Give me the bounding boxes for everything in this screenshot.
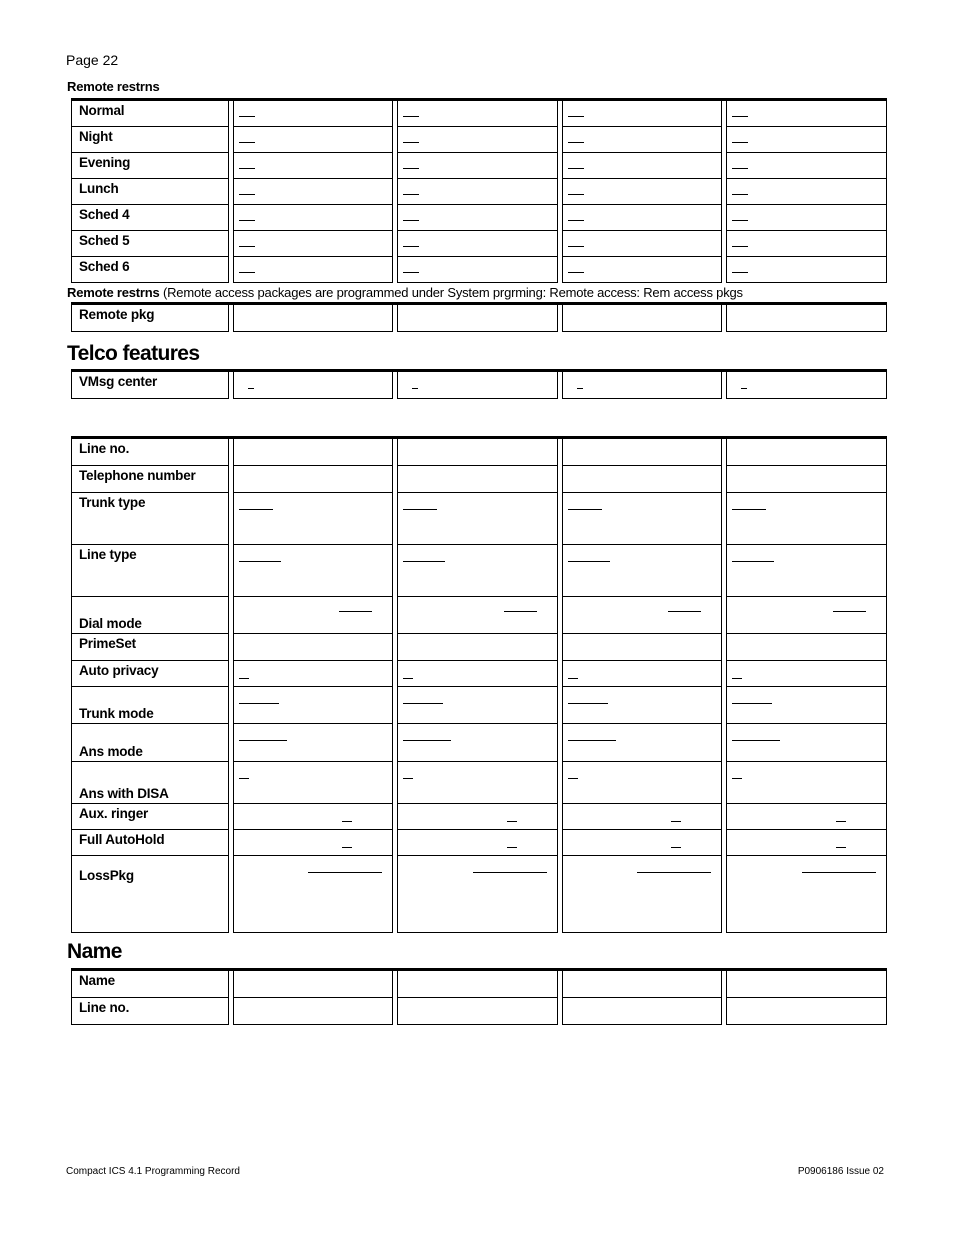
trunk-type-field-2[interactable]: [397, 493, 558, 545]
blank-line: [568, 703, 608, 704]
blank-line: [403, 778, 413, 779]
telephone-number-field-3[interactable]: [562, 466, 723, 493]
dial-mode-field-4[interactable]: [726, 597, 887, 634]
full-autohold-label: Full AutoHold: [71, 830, 229, 856]
vmsg-field-4[interactable]: [726, 372, 887, 399]
blank-line: [732, 168, 748, 169]
line-type-field-2[interactable]: [397, 545, 558, 597]
auto-privacy-field-1[interactable]: [233, 661, 394, 687]
dial-mode-field-1[interactable]: [233, 597, 394, 634]
blank-line: [239, 778, 249, 779]
restriction-evening-field-3[interactable]: [562, 153, 723, 179]
blank-line: [507, 847, 517, 848]
blank-line: [239, 220, 255, 221]
remote-pkg-field-3[interactable]: [562, 305, 723, 332]
restriction-lunch-field-2[interactable]: [397, 179, 558, 205]
blank-line: [568, 678, 578, 679]
remote-restrictions-title: Remote restrns: [67, 79, 160, 94]
name-section-line-no-field-3[interactable]: [562, 998, 723, 1025]
telephone-number-field-1[interactable]: [233, 466, 394, 493]
restriction-normal-field-3[interactable]: [562, 101, 723, 127]
full-autohold-field-4[interactable]: [726, 830, 887, 856]
blank-line: [342, 821, 352, 822]
blank-line: [668, 611, 701, 612]
footer-doc-title: Compact ICS 4.1 Programming Record: [66, 1166, 240, 1177]
trunk-type-label: Trunk type: [71, 493, 229, 545]
blank-line: [239, 740, 287, 741]
telephone-number-label: Telephone number: [71, 466, 229, 493]
blank-line: [833, 611, 866, 612]
blank-line: [239, 168, 255, 169]
remote-pkg-title: [67, 285, 743, 300]
remote-pkg-note: (Remote access packages are programmed under System prgrming: Remote access: Rem access pkgs: [159, 285, 743, 300]
blank-line: [342, 847, 352, 848]
restriction-sched-5-row: [71, 231, 887, 257]
name-section-name-field-2[interactable]: [397, 971, 558, 998]
blank-line: [403, 246, 419, 247]
blank-line: [836, 847, 846, 848]
blank-line: [403, 561, 445, 562]
remote-pkg-label: Remote pkg: [71, 305, 229, 332]
losspkg-row: [71, 856, 887, 933]
remote-pkg-field-4[interactable]: [726, 305, 887, 332]
aux-ringer-field-3[interactable]: [562, 804, 723, 830]
blank-line: [403, 168, 419, 169]
restriction-lunch-row: [71, 179, 887, 205]
vmsg-field-1[interactable]: [233, 372, 394, 399]
blank-line: [732, 778, 742, 779]
blank-line: [239, 509, 273, 510]
aux-ringer-label: Aux. ringer: [71, 804, 229, 830]
losspkg-field-3[interactable]: [562, 856, 723, 933]
ans-mode-field-1[interactable]: [233, 724, 394, 762]
restriction-evening-label: Evening: [71, 153, 229, 179]
blank-line: [671, 821, 681, 822]
blank-line: [732, 740, 780, 741]
blank-line: [732, 194, 748, 195]
blank-line: [403, 703, 443, 704]
blank-line: [239, 142, 255, 143]
restriction-lunch-label: Lunch: [71, 179, 229, 205]
line-no-field-1[interactable]: [233, 439, 394, 466]
ans-mode-label: Ans mode: [71, 724, 229, 762]
restriction-normal-field-1[interactable]: [233, 101, 394, 127]
restriction-night-field-1[interactable]: [233, 127, 394, 153]
restriction-night-field-2[interactable]: [397, 127, 558, 153]
ans-mode-field-4[interactable]: [726, 724, 887, 762]
blank-line: [239, 272, 255, 273]
restriction-normal-field-2[interactable]: [397, 101, 558, 127]
blank-line: [339, 611, 372, 612]
trunk-mode-field-2[interactable]: [397, 687, 558, 724]
blank-line: [568, 194, 584, 195]
dial-mode-field-3[interactable]: [562, 597, 723, 634]
blank-line: [568, 142, 584, 143]
name-section-line-no-row: [71, 998, 887, 1025]
line-no-field-4[interactable]: [726, 439, 887, 466]
name-section-line-no-field-1[interactable]: [233, 998, 394, 1025]
remote-pkg-title-bold: Remote restrns: [67, 285, 160, 300]
restriction-lunch-field-4[interactable]: [726, 179, 887, 205]
restriction-sched-5-field-1[interactable]: [233, 231, 394, 257]
restriction-sched-4-field-4[interactable]: [726, 205, 887, 231]
name-section-line-no-field-4[interactable]: [726, 998, 887, 1025]
blank-line: [732, 509, 766, 510]
line-type-row: [71, 545, 887, 597]
blank-line: [732, 678, 742, 679]
telephone-number-field-4[interactable]: [726, 466, 887, 493]
restriction-sched-4-field-1[interactable]: [233, 205, 394, 231]
restriction-sched-4-label: Sched 4: [71, 205, 229, 231]
blank-line: [239, 561, 281, 562]
full-autohold-field-2[interactable]: [397, 830, 558, 856]
vmsg-field-2[interactable]: [397, 372, 558, 399]
name-heading: Name: [67, 940, 122, 963]
blank-line: [403, 142, 419, 143]
blank-line: [239, 246, 255, 247]
restriction-normal-field-4[interactable]: [726, 101, 887, 127]
trunk-mode-field-4[interactable]: [726, 687, 887, 724]
blank-line: [308, 872, 382, 873]
restriction-evening-field-1[interactable]: [233, 153, 394, 179]
blank-line: [403, 116, 419, 117]
trunk-mode-label: Trunk mode: [71, 687, 229, 724]
name-section-name-field-1[interactable]: [233, 971, 394, 998]
trunk-mode-row: [71, 687, 887, 724]
restriction-evening-row: [71, 153, 887, 179]
ans-with-disa-field-2[interactable]: [397, 762, 558, 804]
blank-line: [732, 272, 748, 273]
blank-line: [568, 220, 584, 221]
blank-line: [507, 821, 517, 822]
blank-line: [732, 561, 774, 562]
name-section-line-no-label: Line no.: [71, 998, 229, 1025]
blank-line: [802, 872, 876, 873]
restriction-sched-6-field-1[interactable]: [233, 257, 394, 283]
dial-mode-row: [71, 597, 887, 634]
losspkg-field-4[interactable]: [726, 856, 887, 933]
blank-line: [403, 194, 419, 195]
line-type-field-3[interactable]: [562, 545, 723, 597]
restriction-sched-5-field-2[interactable]: [397, 231, 558, 257]
blank-line: [732, 220, 748, 221]
aux-ringer-row: [71, 804, 887, 830]
line-no-label: Line no.: [71, 439, 229, 466]
blank-line: [239, 703, 279, 704]
trunk-type-field-1[interactable]: [233, 493, 394, 545]
vmsg-table: [71, 369, 887, 399]
remote-pkg-field-2[interactable]: [397, 305, 558, 332]
blank-line: [239, 116, 255, 117]
blank-line: [568, 272, 584, 273]
ans-with-disa-field-4[interactable]: [726, 762, 887, 804]
blank-line: [568, 509, 602, 510]
blank-line: [568, 740, 616, 741]
restriction-sched-4-row: [71, 205, 887, 231]
ans-with-disa-row: [71, 762, 887, 804]
telephone-number-row: [71, 466, 887, 493]
restriction-evening-field-4[interactable]: [726, 153, 887, 179]
telephone-number-field-2[interactable]: [397, 466, 558, 493]
trunk-mode-field-1[interactable]: [233, 687, 394, 724]
blank-line: [568, 116, 584, 117]
blank-line: [473, 872, 547, 873]
ans-with-disa-label: Ans with DISA: [71, 762, 229, 804]
auto-privacy-field-3[interactable]: [562, 661, 723, 687]
blank-line: [732, 116, 748, 117]
auto-privacy-row: [71, 661, 887, 687]
blank-line: [568, 561, 610, 562]
dial-mode-field-2[interactable]: [397, 597, 558, 634]
primeset-row: [71, 634, 887, 661]
primeset-field-4[interactable]: [726, 634, 887, 661]
line-no-field-3[interactable]: [562, 439, 723, 466]
ans-with-disa-field-3[interactable]: [562, 762, 723, 804]
restriction-sched-5-field-4[interactable]: [726, 231, 887, 257]
restriction-sched-5-field-3[interactable]: [562, 231, 723, 257]
auto-privacy-field-2[interactable]: [397, 661, 558, 687]
blank-line: [637, 872, 711, 873]
aux-ringer-field-1[interactable]: [233, 804, 394, 830]
restriction-sched-4-field-2[interactable]: [397, 205, 558, 231]
restriction-night-field-4[interactable]: [726, 127, 887, 153]
name-section-name-row: [71, 971, 887, 998]
trunk-type-field-4[interactable]: [726, 493, 887, 545]
line-no-field-2[interactable]: [397, 439, 558, 466]
line-type-field-1[interactable]: [233, 545, 394, 597]
blank-line: [403, 740, 451, 741]
auto-privacy-label: Auto privacy: [71, 661, 229, 687]
primeset-field-2[interactable]: [397, 634, 558, 661]
name-table: [71, 968, 887, 1025]
telco-features-heading: Telco features: [67, 342, 200, 365]
losspkg-field-2[interactable]: [397, 856, 558, 933]
ans-mode-field-3[interactable]: [562, 724, 723, 762]
ans-mode-row: [71, 724, 887, 762]
vmsg-label: VMsg center: [71, 372, 229, 399]
restriction-night-row: [71, 127, 887, 153]
line-no-row: [71, 439, 887, 466]
remote-pkg-field-1[interactable]: [233, 305, 394, 332]
blank-line: [568, 778, 578, 779]
restriction-normal-row: [71, 101, 887, 127]
losspkg-label: LossPkg: [71, 856, 229, 933]
blank-line: [568, 168, 584, 169]
trunk-type-row: [71, 493, 887, 545]
blank-line: [504, 611, 537, 612]
aux-ringer-field-2[interactable]: [397, 804, 558, 830]
blank-line: [403, 678, 413, 679]
restriction-sched-6-row: [71, 257, 887, 283]
blank-line: [568, 246, 584, 247]
vmsg-row: [71, 372, 887, 399]
name-section-line-no-field-2[interactable]: [397, 998, 558, 1025]
blank-line: [732, 142, 748, 143]
remote-pkg-row: [71, 305, 887, 332]
primeset-field-1[interactable]: [233, 634, 394, 661]
page-number: Page 22: [66, 52, 119, 68]
restriction-sched-6-field-3[interactable]: [562, 257, 723, 283]
blank-line: [732, 703, 772, 704]
line-type-label: Line type: [71, 545, 229, 597]
line-type-field-4[interactable]: [726, 545, 887, 597]
full-autohold-field-3[interactable]: [562, 830, 723, 856]
blank-line: [239, 678, 249, 679]
ans-with-disa-field-1[interactable]: [233, 762, 394, 804]
restriction-sched-6-field-4[interactable]: [726, 257, 887, 283]
restriction-normal-label: Normal: [71, 101, 229, 127]
full-autohold-field-1[interactable]: [233, 830, 394, 856]
name-section-name-field-4[interactable]: [726, 971, 887, 998]
remote-restrictions-table: [71, 98, 887, 283]
footer-issue: P0906186 Issue 02: [797, 1166, 884, 1177]
restriction-evening-field-2[interactable]: [397, 153, 558, 179]
trunk-mode-field-3[interactable]: [562, 687, 723, 724]
blank-line: [671, 847, 681, 848]
restriction-night-label: Night: [71, 127, 229, 153]
remote-pkg-table: [71, 302, 887, 332]
blank-line: [403, 509, 437, 510]
auto-privacy-field-4[interactable]: [726, 661, 887, 687]
restriction-sched-6-label: Sched 6: [71, 257, 229, 283]
restriction-lunch-field-3[interactable]: [562, 179, 723, 205]
blank-line: [403, 220, 419, 221]
restriction-night-field-3[interactable]: [562, 127, 723, 153]
aux-ringer-field-4[interactable]: [726, 804, 887, 830]
name-section-name-label: Name: [71, 971, 229, 998]
blank-line: [732, 246, 748, 247]
restriction-sched-6-field-2[interactable]: [397, 257, 558, 283]
blank-line: [239, 194, 255, 195]
restriction-sched-4-field-3[interactable]: [562, 205, 723, 231]
vmsg-field-3[interactable]: [562, 372, 723, 399]
losspkg-field-1[interactable]: [233, 856, 394, 933]
dial-mode-label: Dial mode: [71, 597, 229, 634]
line-settings-table: [71, 436, 887, 933]
full-autohold-row: [71, 830, 887, 856]
restriction-sched-5-label: Sched 5: [71, 231, 229, 257]
blank-line: [403, 272, 419, 273]
blank-line: [836, 821, 846, 822]
trunk-type-field-3[interactable]: [562, 493, 723, 545]
name-section-name-field-3[interactable]: [562, 971, 723, 998]
restriction-lunch-field-1[interactable]: [233, 179, 394, 205]
primeset-label: PrimeSet: [71, 634, 229, 661]
ans-mode-field-2[interactable]: [397, 724, 558, 762]
primeset-field-3[interactable]: [562, 634, 723, 661]
